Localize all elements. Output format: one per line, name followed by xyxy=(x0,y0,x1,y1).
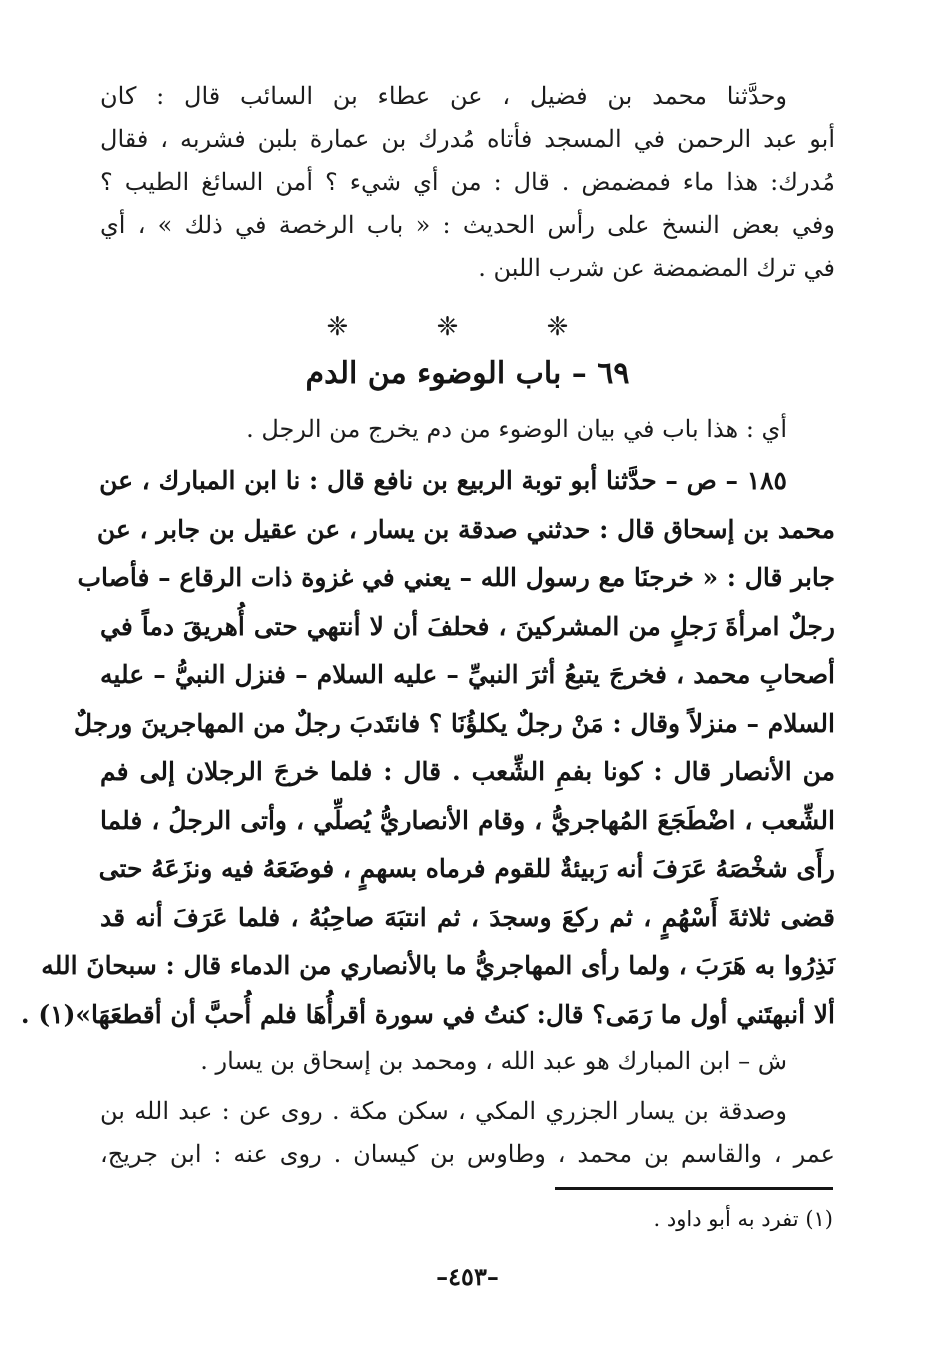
text-line: ش – ابن المبارك هو عبد الله ، ومحمد بن إسحاق بن يسار . xyxy=(200,1047,787,1075)
text-line: نَذِرُوا به هَرَبَ ، ولما رأى المهاجريُّ ما بالأنصاري من الدماء قال : سبحانَ الله xyxy=(41,951,835,980)
text-line: السلام – منزلاً وقال : مَنْ رجلٌ يكلؤُنَا ؟ فانتَدبَ رجلٌ من المهاجرينَ ورجلٌ xyxy=(73,708,835,738)
text-line: وصدقة بن يسار الجزري المكي ، سكن مكة . روى عن : عبد الله بن xyxy=(100,1097,787,1125)
hadith-text xyxy=(20,457,835,1039)
intro-paragraph xyxy=(100,75,835,290)
footnote-rule xyxy=(555,1187,833,1190)
section-separator: ❈ ❈ ❈ xyxy=(326,312,609,342)
chapter-explanation xyxy=(100,408,835,451)
page-number: –٤٥٣– xyxy=(436,1262,499,1291)
footnote: (١) تفرد به أبو داود . xyxy=(653,1207,833,1231)
text-line: من الأنصار قال : كونا بفمِ الشِّعب . قال : فلما خرجَ الرجلان إلى فم xyxy=(100,757,835,786)
sharh-paragraph xyxy=(100,1040,835,1083)
closing-paragraph xyxy=(100,1090,835,1176)
text-line: ألا أنبهتَني أول ما رَمَى؟ قال: كنتُ في سورة أقرأُهَا فلم أُحبَّ أن أقطعَهَا»(١) . xyxy=(20,999,835,1029)
text-line: الشِّعب ، اضْطَجَعَ المُهاجريُّ ، وقام الأنصاريُّ يُصلِّي ، وأتى الرجلُ ، فلما xyxy=(100,805,835,835)
text-line: رأَى شخْصَهُ عَرَفَ أنه رَبيئةٌ للقوم فرماه بسهمٍ ، فوضَعَهُ فيه ونزَعَهُ حتى xyxy=(98,854,835,883)
text-line: أصحابِ محمد ، فخرجَ يتبعُ أثرَ النبيِّ – عليه السلام – فنزل النبيُّ – عليه xyxy=(100,660,835,689)
text-line: رجلٌ امرأةَ رَجلٍ من المشركينَ ، فحلفَ أن لا أنتهي حتى أُهريقَ دماً في xyxy=(100,611,835,641)
text-line: وحدَّثنا محمد بن فضيل ، عن عطاء بن السائب قال : كان xyxy=(100,82,787,110)
text-line: أبو عبد الرحمن في المسجد فأتاه مُدرك بن عمارة بلبن فشربه ، فقال xyxy=(100,125,835,153)
text-line: عمر ، والقاسم بن محمد ، وطاوس بن كيسان . روى عنه : ابن جريج، xyxy=(100,1140,835,1168)
text-line: قضى ثلاثةَ أَسْهُمٍ ، ثم ركعَ وسجدَ ، ثم انتبَهَ صاحِبُهُ ، فلما عَرَفَ أنه قد xyxy=(100,902,835,932)
text-line: وفي بعض النسخ على رأس الحديث : « باب الرخصة في ذلك » ، أي xyxy=(100,211,835,239)
text-line: جابر قال : « خرجنَا مع رسول الله – يعني في غزوة ذات الرقاع – فأصاب xyxy=(77,563,835,592)
text-line: في ترك المضمضة عن شرب اللبن . xyxy=(478,254,835,282)
text-line: محمد بن إسحاق قال : حدثني صدقة بن يسار ، عن عقيل بن جابر ، عن xyxy=(96,514,835,544)
text-line: مُدرك: هذا ماء فمضمض . قال : من أي شيء ؟ أمن السائغ الطيب ؟ xyxy=(100,168,835,196)
chapter-title: ٦٩ – باب الوضوء من الدم xyxy=(305,356,630,391)
text-line: أي : هذا باب في بيان الوضوء من دم يخرج من الرجل . xyxy=(246,415,787,443)
text-line: ١٨٥ – ص – حدَّثنا أبو توبة الربيع بن نافع قال : نا ابن المبارك ، عن xyxy=(99,466,787,495)
